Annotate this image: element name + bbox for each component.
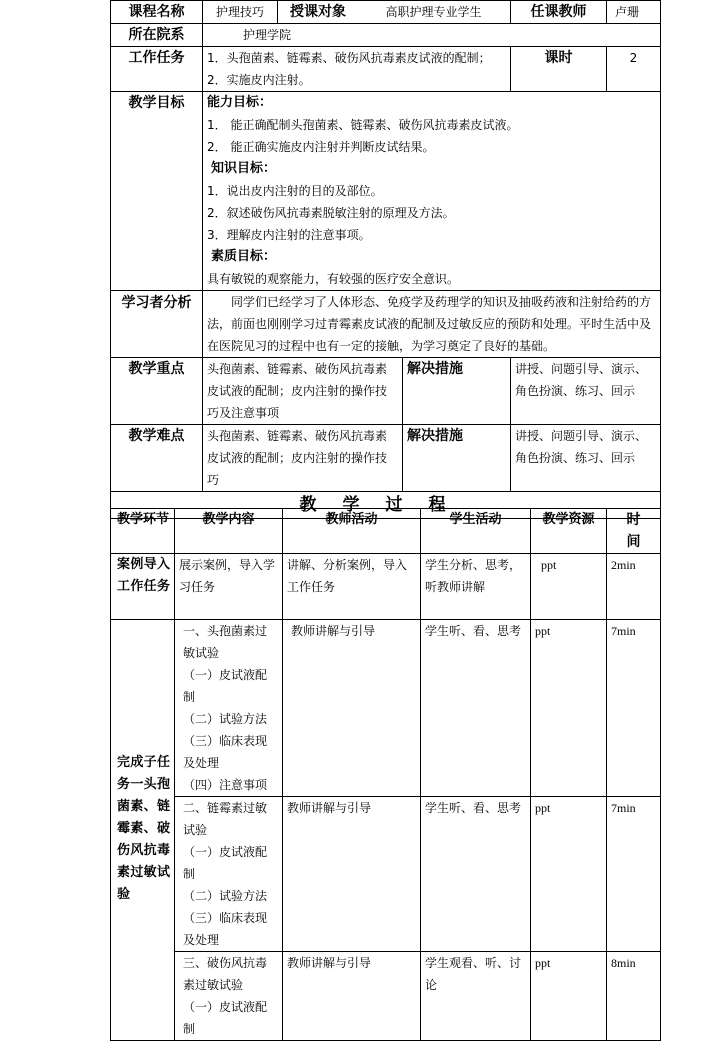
audience-value: 高职护理专业学生 bbox=[357, 1, 510, 23]
task-list bbox=[203, 47, 511, 92]
sub3-content bbox=[175, 952, 283, 1041]
sub2-content bbox=[175, 797, 283, 952]
sub1-time: 7min bbox=[607, 620, 661, 797]
sub2-content-line: （三）临床表现及处理 bbox=[183, 911, 268, 947]
dept-value: 护理学院 bbox=[203, 24, 661, 47]
ability-title: 能力目标： bbox=[207, 95, 273, 110]
difficulty-measure: 讲授、问题引导、演示、角色扮演、练习、回示 bbox=[511, 425, 661, 492]
course-name-value: 护理技巧 bbox=[203, 1, 278, 23]
sub2-time: 7min bbox=[607, 797, 661, 952]
process-title: 教学过程 bbox=[111, 492, 661, 519]
difficulty-measure-label: 解决措施 bbox=[403, 425, 511, 492]
col-header-student: 学生活动 bbox=[421, 509, 531, 554]
process-table bbox=[110, 508, 661, 1041]
quality-text: 具有敏锐的观察能力，有较强的医疗安全意识。 bbox=[207, 272, 460, 286]
intro-time: 2min bbox=[607, 554, 661, 620]
knowledge-item: 1．说出皮内注射的目的及部位。 bbox=[207, 184, 383, 198]
sub1-content-line: 一、头孢菌素过敏试验 bbox=[183, 624, 268, 660]
objectives-label: 教学目标 bbox=[111, 92, 203, 291]
sub2-content-line: （一）皮试液配制 bbox=[183, 845, 268, 881]
sub1-content-line: （一）皮试液配制 bbox=[183, 668, 268, 704]
col-header-stage: 教学环节 bbox=[111, 509, 175, 554]
col-header-time: 时间 bbox=[607, 509, 661, 554]
sub1-resource: ppt bbox=[531, 620, 607, 797]
sub3-time: 8min bbox=[607, 952, 661, 1041]
intro-content: 展示案例，导入学习任务 bbox=[175, 554, 283, 620]
knowledge-item: 3．理解皮内注射的注意事项。 bbox=[207, 228, 371, 242]
learner-text: 同学们已经学习了人体形态、免疫学及药理学的知识及抽吸药液和注射给药的方法，前面也刚刚学习过青霉素皮试液的配制及过敏反应的预防和处理。平时生活中及在医院见习的过程中也有一定的接触，为学习奠定了良好的基础。 bbox=[203, 291, 661, 358]
difficulty-text: 头孢菌素、链霉素、破伤风抗毒素皮试液的配制；皮内注射的操作技巧 bbox=[203, 425, 403, 492]
task-item: 2．实施皮内注射。 bbox=[207, 73, 311, 87]
ability-item: 2． 能正确实施皮内注射并判断皮试结果。 bbox=[207, 140, 435, 154]
focus-text: 头孢菌素、链霉素、破伤风抗毒素皮试液的配制；皮内注射的操作技巧及注意事项 bbox=[203, 358, 403, 425]
sub2-student: 学生听、看、思考 bbox=[421, 797, 531, 952]
knowledge-title: 知识目标： bbox=[211, 161, 277, 176]
task-label: 工作任务 bbox=[111, 47, 203, 92]
dept-label: 所在院系 bbox=[111, 24, 203, 47]
sub3-content-line: （一）皮试液配制 bbox=[183, 1000, 268, 1036]
sub1-content-line: （三）临床表现及处理 bbox=[183, 734, 268, 770]
sub1-content-line: （二）试验方法 bbox=[183, 712, 268, 726]
hours-value: 2 bbox=[607, 47, 661, 92]
course-info-table bbox=[110, 0, 661, 519]
focus-measure: 讲授、问题引导、演示、角色扮演、练习、回示 bbox=[511, 358, 661, 425]
task-item: 1．头孢菌素、链霉素、破伤风抗毒素皮试液的配制； bbox=[207, 51, 491, 65]
sub1-content-line: （四）注意事项 bbox=[183, 778, 268, 792]
sub3-content-line: 三、破伤风抗毒素过敏试验 bbox=[183, 956, 268, 992]
teacher-value: 卢珊 bbox=[607, 1, 661, 24]
intro-teacher: 讲解、分析案例，导入工作任务 bbox=[283, 554, 421, 620]
stage-subtask-1: 完成子任务一头孢菌素、链霉素、破伤风抗毒素过敏试验 bbox=[111, 620, 175, 1041]
ability-item: 1． 能正确配制头孢菌素、链霉素、破伤风抗毒素皮试液。 bbox=[207, 118, 519, 132]
teacher-label: 任课教师 bbox=[511, 1, 607, 24]
sub1-teacher: 教师讲解与引导 bbox=[283, 620, 421, 797]
sub2-content-line: 二、链霉素过敏试验 bbox=[183, 801, 268, 837]
sub2-resource: ppt bbox=[531, 797, 607, 952]
sub1-content bbox=[175, 620, 283, 797]
col-header-teacher: 教师活动 bbox=[283, 509, 421, 554]
learner-label: 学习者分析 bbox=[111, 291, 203, 358]
sub2-teacher: 教师讲解与引导 bbox=[283, 797, 421, 952]
focus-measure-label: 解决措施 bbox=[403, 358, 511, 425]
col-header-resource: 教学资源 bbox=[531, 509, 607, 554]
intro-resource: ppt bbox=[531, 554, 607, 620]
sub3-resource: ppt bbox=[531, 952, 607, 1041]
sub3-student: 学生观看、听、讨论 bbox=[421, 952, 531, 1041]
objectives-content bbox=[203, 92, 661, 291]
course-name-label: 课程名称 bbox=[111, 1, 203, 24]
focus-label: 教学重点 bbox=[111, 358, 203, 425]
intro-student: 学生分析、思考，听教师讲解 bbox=[421, 554, 531, 620]
quality-title: 素质目标： bbox=[211, 249, 277, 264]
audience-label: 授课对象 bbox=[278, 1, 359, 23]
knowledge-item: 2．叙述破伤风抗毒素脱敏注射的原理及方法。 bbox=[207, 206, 455, 220]
sub1-student: 学生听、看、思考 bbox=[421, 620, 531, 797]
sub3-teacher: 教师讲解与引导 bbox=[283, 952, 421, 1041]
col-header-content: 教学内容 bbox=[175, 509, 283, 554]
hours-label: 课时 bbox=[511, 47, 607, 92]
stage-intro: 案例导入工作任务 bbox=[111, 554, 175, 620]
sub2-content-line: （二）试验方法 bbox=[183, 889, 268, 903]
difficulty-label: 教学难点 bbox=[111, 425, 203, 492]
